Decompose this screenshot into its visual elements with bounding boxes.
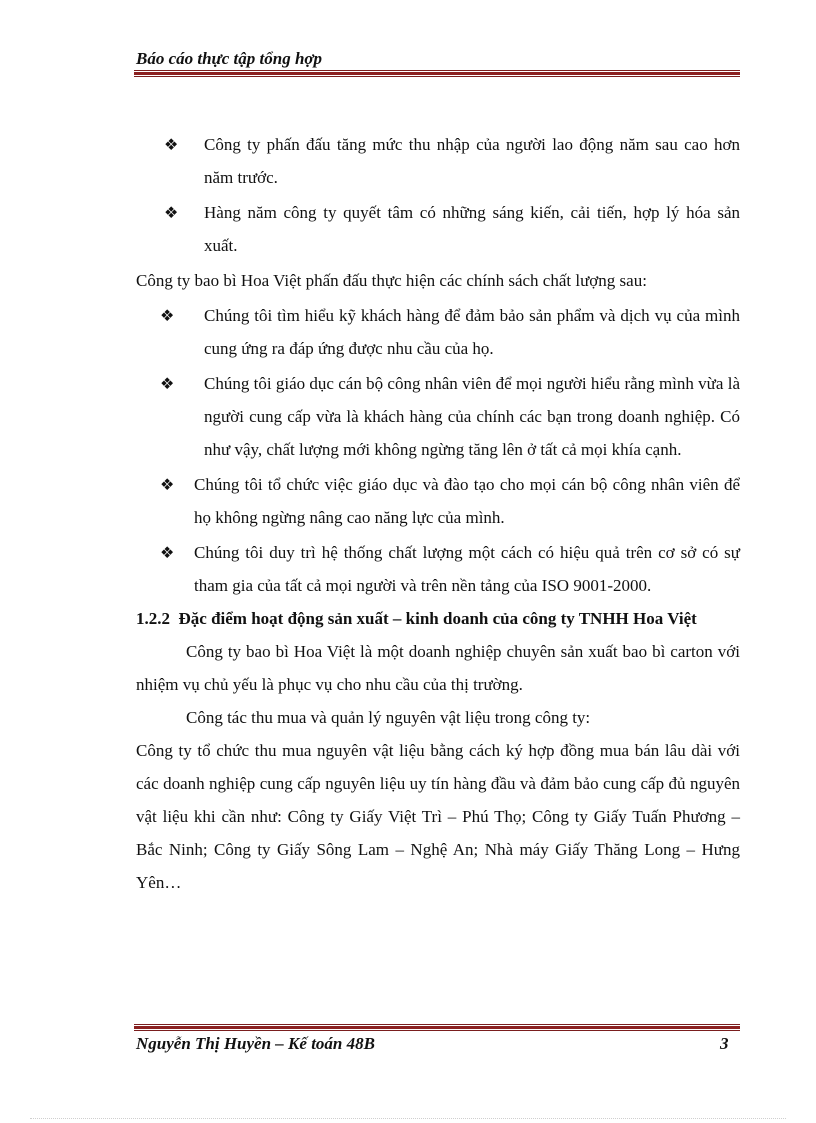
paragraph-text: Công ty phấn đấu tăng mức thu nhập của người lao động năm sau cao hơn năm trước. (204, 135, 740, 187)
header-title: Báo cáo thực tập tổng hợp (136, 49, 323, 68)
list-item-text: Chúng tôi tìm hiểu kỹ khách hàng để đảm bảo sản phẩm và dịch vụ của mình cung ứng ra đáp ứng được nhu cầu của họ. (204, 306, 740, 358)
section-heading (136, 602, 740, 635)
list-item (136, 468, 740, 534)
diamond-bullet-icon: ❖ (160, 306, 175, 325)
list-item-text: Chúng tôi duy trì hệ thống chất lượng một cách có hiệu quả trên cơ sở có sự tham gia của tất cả mọi người và trên nền tảng của ISO 9001-2000. (194, 543, 740, 595)
paragraph: Công tác thu mua và quản lý nguyên vật liệu trong công ty: (186, 708, 591, 727)
header-rule (134, 70, 740, 77)
page-edge-divider (30, 1118, 786, 1119)
quality-policy-list (136, 299, 740, 602)
policy-bullet-2 (136, 196, 740, 262)
paragraph-text: Hàng năm công ty quyết tâm có những sáng kiến, cải tiến, hợp lý hóa sản xuất. (204, 203, 740, 255)
diamond-bullet-icon: ❖ (164, 135, 179, 154)
paragraph: Công ty tổ chức thu mua nguyên vật liệu bằng cách ký hợp đồng mua bán lâu dài với các doanh nghiệp cung cấp nguyên liệu uy tín hàng đầu và đảm bảo cung cấp đủ nguyên vật liệu khi cần như: Công ty Giấy Việt Trì – Phú Thọ; Công ty Giấy Tuấn Phương – Bắc Ninh; Công ty Giấy Sông Lam – Nghệ An; Nhà máy Giấy Thăng Long – Hưng Yên… (136, 741, 740, 892)
list-item-text: Chúng tôi giáo dục cán bộ công nhân viên để mọi người hiểu rằng mình vừa là người cung cấp vừa là khách hàng của chính các bạn trong doanh nghiệp. Có như vậy, chất lượng mới không ngừng tăng lên ở tất cả mọi khía cạnh. (204, 374, 740, 459)
list-item (136, 536, 740, 602)
footer-author: Nguyễn Thị Huyền – Kế toán 48B (136, 1034, 375, 1053)
list-item-text: Chúng tôi tổ chức việc giáo dục và đào tạo cho mọi cán bộ công nhân viên để họ không ngừng nâng cao năng lực của mình. (194, 475, 740, 527)
diamond-bullet-icon: ❖ (160, 543, 175, 562)
policy-intro: Công ty bao bì Hoa Việt phấn đấu thực hiện các chính sách chất lượng sau: (136, 271, 647, 290)
policy-bullet-1 (136, 128, 740, 194)
diamond-bullet-icon: ❖ (164, 203, 179, 222)
list-item (136, 299, 740, 365)
diamond-bullet-icon: ❖ (160, 374, 175, 393)
list-item (136, 367, 740, 466)
section-title: Đặc điểm hoạt động sản xuất – kinh doanh của công ty TNHH Hoa Việt (178, 609, 697, 628)
page-body (136, 128, 740, 899)
paragraph: Công ty bao bì Hoa Việt là một doanh nghiệp chuyên sản xuất bao bì carton với nhiệm vụ chủ yếu là phục vụ cho nhu cầu của thị trường. (136, 642, 740, 694)
section-number: 1.2.2 (136, 609, 170, 628)
footer-rule (134, 1024, 740, 1031)
page-number: 3 (720, 1034, 729, 1053)
diamond-bullet-icon: ❖ (160, 475, 175, 494)
